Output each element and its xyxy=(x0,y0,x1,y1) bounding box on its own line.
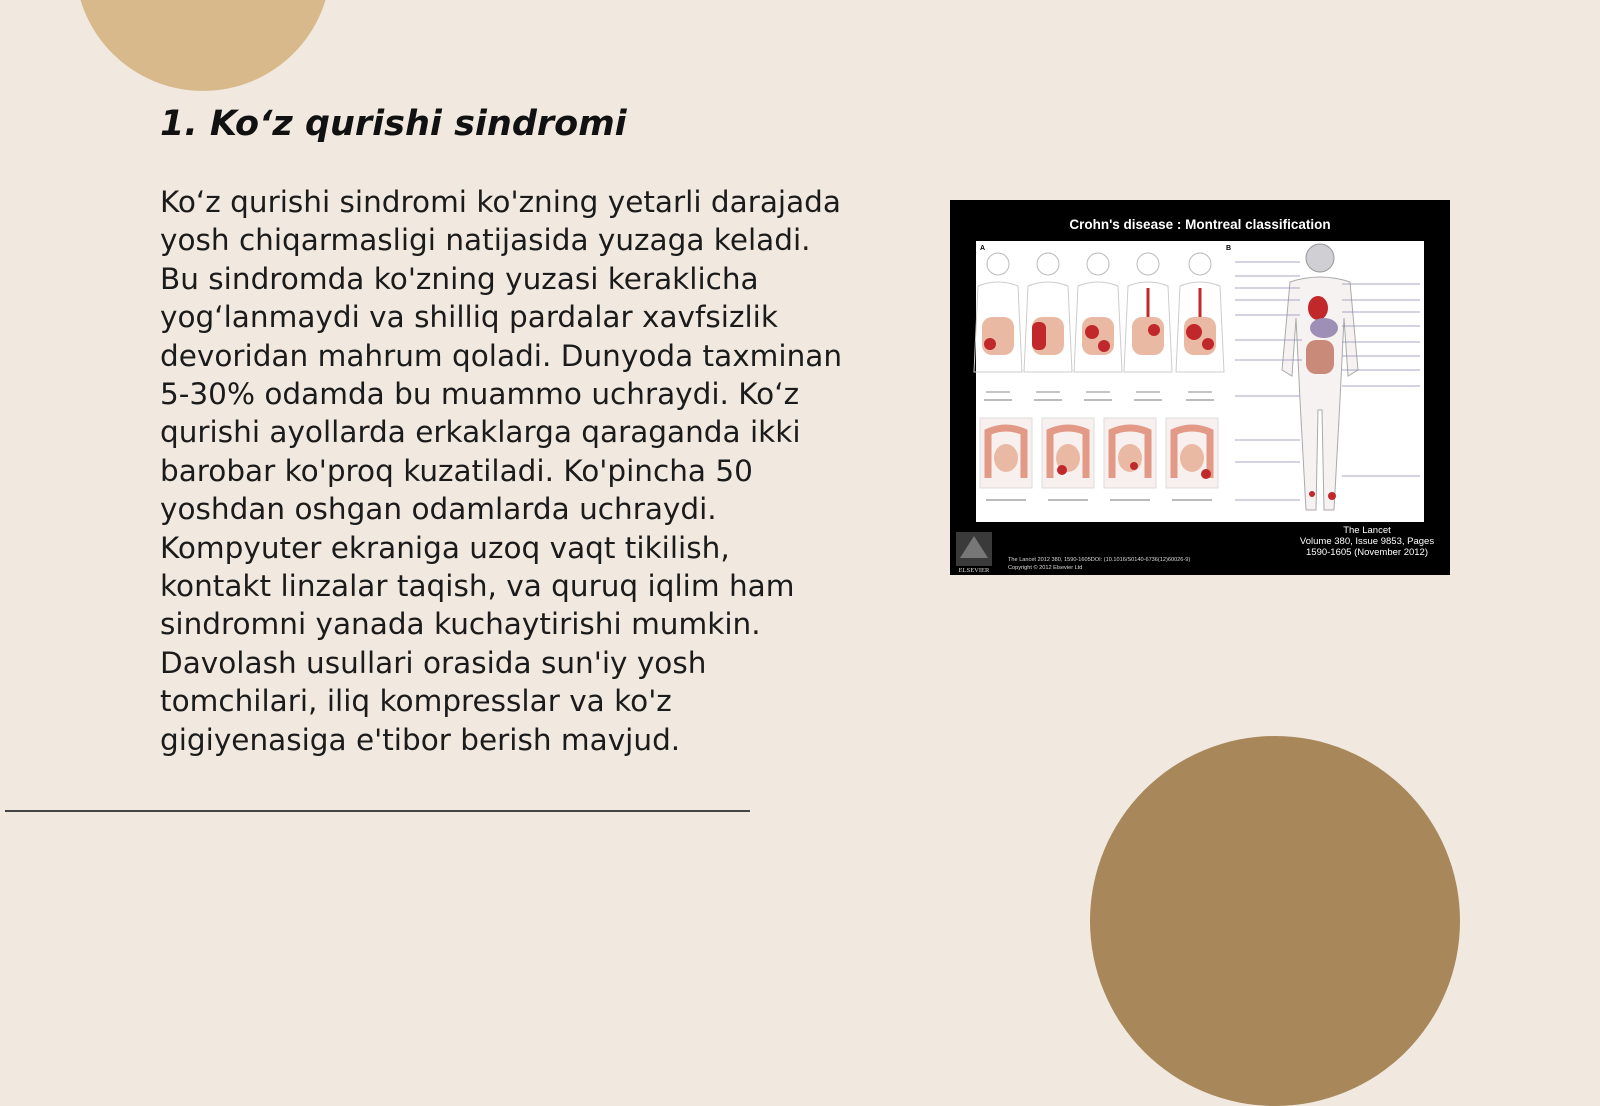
publisher-logo-text: ELSEVIER xyxy=(958,567,990,574)
decorative-circle-bottom xyxy=(1090,736,1460,1106)
divider-line xyxy=(5,810,750,812)
citation-journal: The Lancet xyxy=(1343,525,1391,536)
slide-body-text: Ko‘z qurishi sindromi ko'zning yetarli darajada yosh chiqarmasligi natijasida yuzaga keladi. Bu sindromda ko'zning yuzasi keraklicha yog‘lanmaydi va shilliq pardalar xavfsizlik devoridan mahrum qoladi. Dunyoda taxminan 5-30% odamda bu muammo uchraydi. Ko‘z qurishi ayollarda erkaklarga qaraganda ikki barobar ko'proq kuzatiladi. Ko'pincha 50 yoshdan oshgan odamlarda uchraydi. Kompyuter ekraniga uzoq vaqt tikilish, kontakt linzalar taqish, va quruq iqlim ham sindromni yanada kuchaytirishi mumkin. Davolash usullari orasida sun'iy yosh tomchilari, iliq kompresslar va ko'z gigiyenasiga e'tibor berish mavjud. xyxy=(160,185,843,757)
figure-title: Crohn's disease : Montreal classification xyxy=(1069,217,1331,232)
slide-title: 1. Ko‘z qurishi sindromi xyxy=(160,104,627,144)
panel-b-label: B xyxy=(1226,245,1232,252)
citation-volume: Volume 380, Issue 9853, Pages xyxy=(1299,536,1435,547)
colon-diagram xyxy=(1166,418,1218,488)
figure-footer-line-1: The Lancet 2012 380, 1590-1605DOI: (10.1016/S0140-6736(12)60026-9) xyxy=(1008,557,1191,563)
panel-a-label: A xyxy=(980,245,986,252)
colon-diagram xyxy=(1104,418,1156,488)
citation-pages: 1590-1605 (November 2012) xyxy=(1306,547,1428,558)
colon-diagram xyxy=(980,418,1032,488)
figure-footer-line-2: Copyright © 2012 Elsevier Ltd xyxy=(1008,565,1083,571)
decorative-circle-top xyxy=(75,0,331,91)
colon-diagram xyxy=(1042,418,1094,488)
crohns-disease-figure xyxy=(950,200,1450,575)
elsevier-logo xyxy=(956,532,992,574)
